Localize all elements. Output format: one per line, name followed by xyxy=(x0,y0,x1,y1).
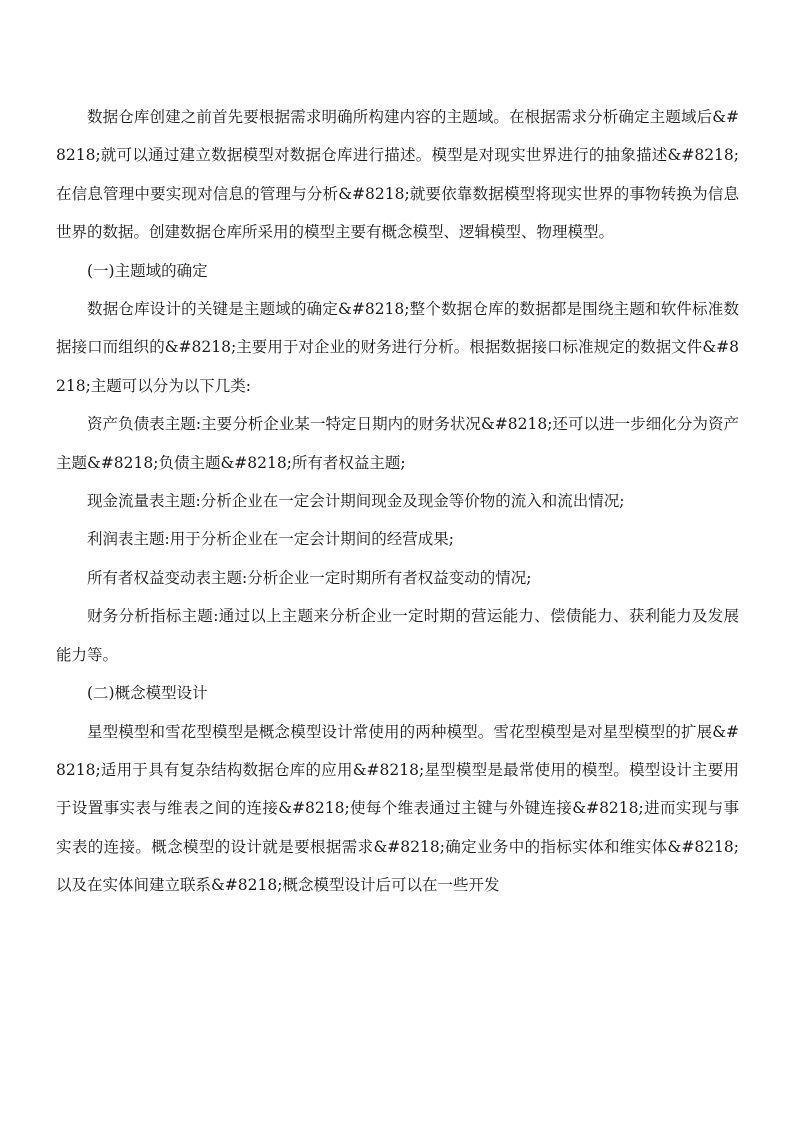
paragraph-financial-indicators: 财务分析指标主题:通过以上主题来分析企业一定时期的营运能力、偿债能力、获利能力及发展能力等。 xyxy=(56,607,739,664)
paragraph-income-statement: 利润表主题:用于分析企业在一定会计期间的经营成果; xyxy=(87,530,454,549)
paragraph-equity-changes: 所有者权益变动表主题:分析企业一定时期所有者权益变动的情况; xyxy=(87,568,532,587)
section-heading-subject-domain: (一)主题域的确定 xyxy=(87,261,208,280)
paragraph-concept-model: 星型模型和雪花型模型是概念模型设计常使用的两种模型。雪花型模型是对星型模型的扩展&#8218;适用于具有复杂结构数据仓库的应用&#8218;星型模型是最常使用的模型。模型设计主要用于设置事实表与维表之间的连接&#8218;使每个维表通过主键与外键连接&#8218;进而实现与事实表的连接。概念模型的设计就是要根据需求&#8218;确定业务中的指标实体和维实体&#8218;以及在实体间建立联系&#8218;概念模型设计后可以在一些开发 xyxy=(56,722,739,895)
document-body xyxy=(56,98,739,905)
section-heading-concept-model: (二)概念模型设计 xyxy=(87,684,208,703)
paragraph-subject-domain: 数据仓库设计的关键是主题域的确定&#8218;整个数据仓库的数据都是围绕主题和软件标准数据接口而组织的&#8218;主要用于对企业的财务进行分析。根据数据接口标准规定的数据文件&#8218;主题可以分为以下几类: xyxy=(56,300,739,395)
paragraph-intro: 数据仓库创建之前首先要根据需求明确所构建内容的主题域。在根据需求分析确定主题域后&#8218;就可以通过建立数据模型对数据仓库进行描述。模型是对现实世界进行的抽象描述&#8218;在信息管理中要实现对信息的管理与分析&#8218;就要依靠数据模型将现实世界的事物转换为信息世界的数据。创建数据仓库所采用的模型主要有概念模型、逻辑模型、物理模型。 xyxy=(56,108,739,242)
paragraph-cash-flow: 现金流量表主题:分析企业在一定会计期间现金及现金等价物的流入和流出情况; xyxy=(87,492,625,511)
paragraph-balance-sheet: 资产负债表主题:主要分析企业某一特定日期内的财务状况&#8218;还可以进一步细化分为资产主题&#8218;负债主题&#8218;所有者权益主题; xyxy=(56,415,739,472)
